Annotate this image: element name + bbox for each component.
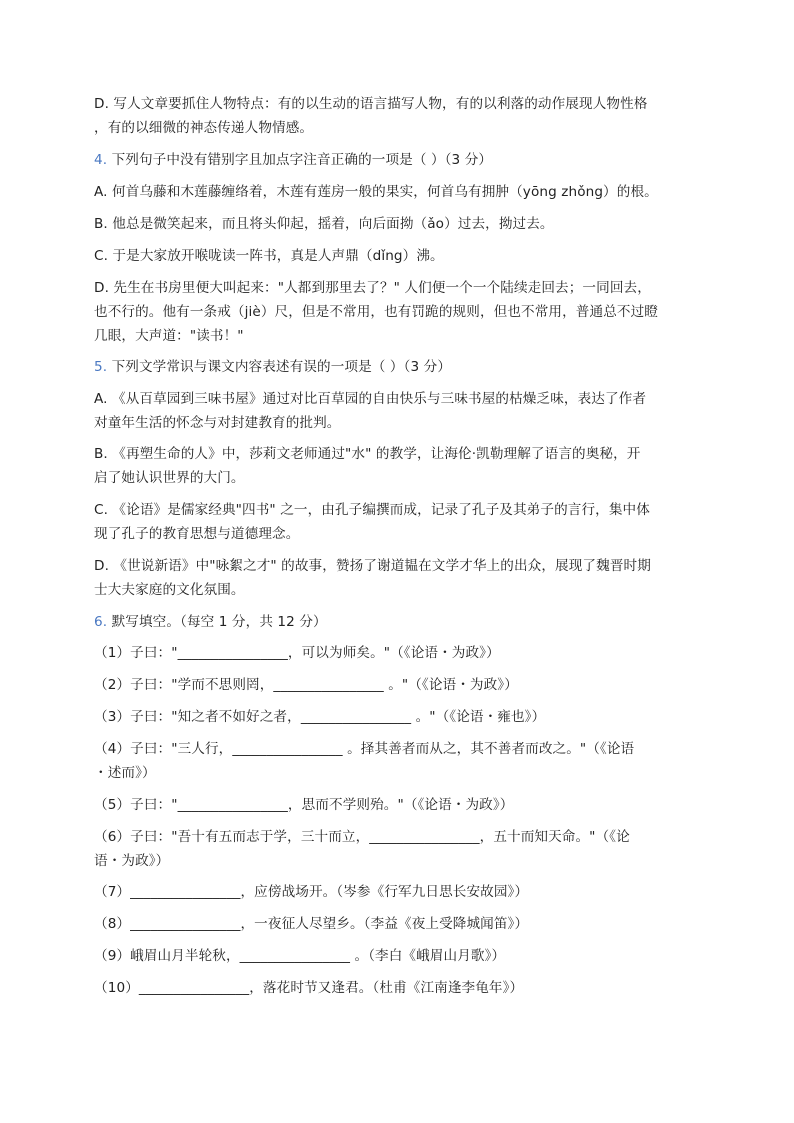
question-text: 默写填空。（每空 1 分，共 12 分） [111, 614, 327, 630]
fill-blank-item: （3）子曰："知之者不如好之者，________________ 。"（《论语・雍也》） [94, 709, 546, 725]
option-line: D. 写人文章要抓住人物特点：有的以生动的语言描写人物，有的以利落的动作展现人物性格 [94, 96, 648, 112]
fill-blank-item: （6）子曰："吾十有五而志于学，三十而立，________________，五十而知天命。"（《论 [94, 829, 630, 845]
question-text: 下列文学常识与课文内容表述有误的一项是（ ）（3 分） [111, 359, 452, 375]
option-line: ，有的以细微的神态传递人物情感。 [94, 120, 314, 136]
fill-blank-item: （7）________________，应傍战场开。（岑参《行军九日思长安故园》） [94, 884, 529, 900]
option-c: C. 《论语》是儒家经典"四书" 之一，由孔子编撰而成，记录了孔子及其弟子的言行，集中体 [94, 502, 650, 518]
fill-blank-item: （8）________________，一夜征人尽望乡。（李益《夜上受降城闻笛》） [94, 916, 529, 932]
question-number: 4. [94, 152, 108, 168]
option-c: C. 于是大家放开喉咙读一阵书，真是人声鼎（dǐng）沸。 [94, 248, 444, 264]
question-4-stem [94, 150, 492, 170]
fill-blank-item: （4）子曰："三人行，________________ 。择其善者而从之，其不善者而改之。"（《论语 [94, 741, 635, 757]
option-line: 启了她认识世界的大门。 [94, 470, 245, 486]
fill-blank-item: （10）________________，落花时节又逢君。（杜甫《江南逢李龟年》） [94, 980, 524, 996]
option-d: D. 《世说新语》中"咏絮之才" 的故事，赞扬了谢道韫在文学才华上的出众，展现了魏晋时期 [94, 558, 651, 574]
fill-blank-item-cont: 语・为政》） [94, 853, 170, 869]
option-b: B. 他总是微笑起来，而且将头仰起，摇着，向后面拗（ǎo）过去，拗过去。 [94, 216, 554, 232]
option-line: 对童年生活的怀念与对封建教育的批判。 [94, 415, 341, 431]
fill-blank-item: （2）子曰："学而不思则罔，________________ 。"（《论语・为政》） [94, 677, 518, 693]
option-line: 几眼，大声道："读书！" [94, 328, 244, 344]
option-line: 现了孔子的教育思想与道德理念。 [94, 526, 300, 542]
question-text: 下列句子中没有错别字且加点字注音正确的一项是（ ）（3 分） [111, 152, 493, 168]
fill-blank-item: （5）子曰："________________，思而不学则殆。"（《论语・为政》） [94, 797, 514, 813]
question-5-stem [94, 357, 451, 377]
option-line: 士大夫家庭的文化氛围。 [94, 582, 245, 598]
option-b: B. 《再塑生命的人》中，莎莉文老师通过"水" 的教学，让海伦·凯勒理解了语言的奥秘，开 [94, 446, 641, 462]
fill-blank-item: （1）子曰："________________，可以为师矣。"（《论语・为政》） [94, 645, 500, 661]
question-6-stem [94, 612, 327, 632]
option-a: A. 何首乌藤和木莲藤缠络着，木莲有莲房一般的果实，何首乌有拥肿（yōng zhǒng）的根。 [94, 184, 658, 200]
question-number: 5. [94, 359, 108, 375]
option-d: D. 先生在书房里便大叫起来："人都到那里去了？" 人们便一个一个陆续走回去；一同回去， [94, 280, 651, 296]
fill-blank-item: （9）峨眉山月半轮秋，________________ 。（李白《峨眉山月歌》） [94, 948, 506, 964]
option-a: A. 《从百草园到三味书屋》通过对比百草园的自由快乐与三味书屋的枯燥乏味，表达了作者 [94, 391, 647, 407]
question-number: 6. [94, 614, 108, 630]
fill-blank-item-cont: ・述而》） [94, 765, 156, 781]
option-line: 也不行的。他有一条戒（jiè）尺，但是不常用，也有罚跪的规则，但也不常用，普通总不过瞪 [94, 304, 658, 320]
